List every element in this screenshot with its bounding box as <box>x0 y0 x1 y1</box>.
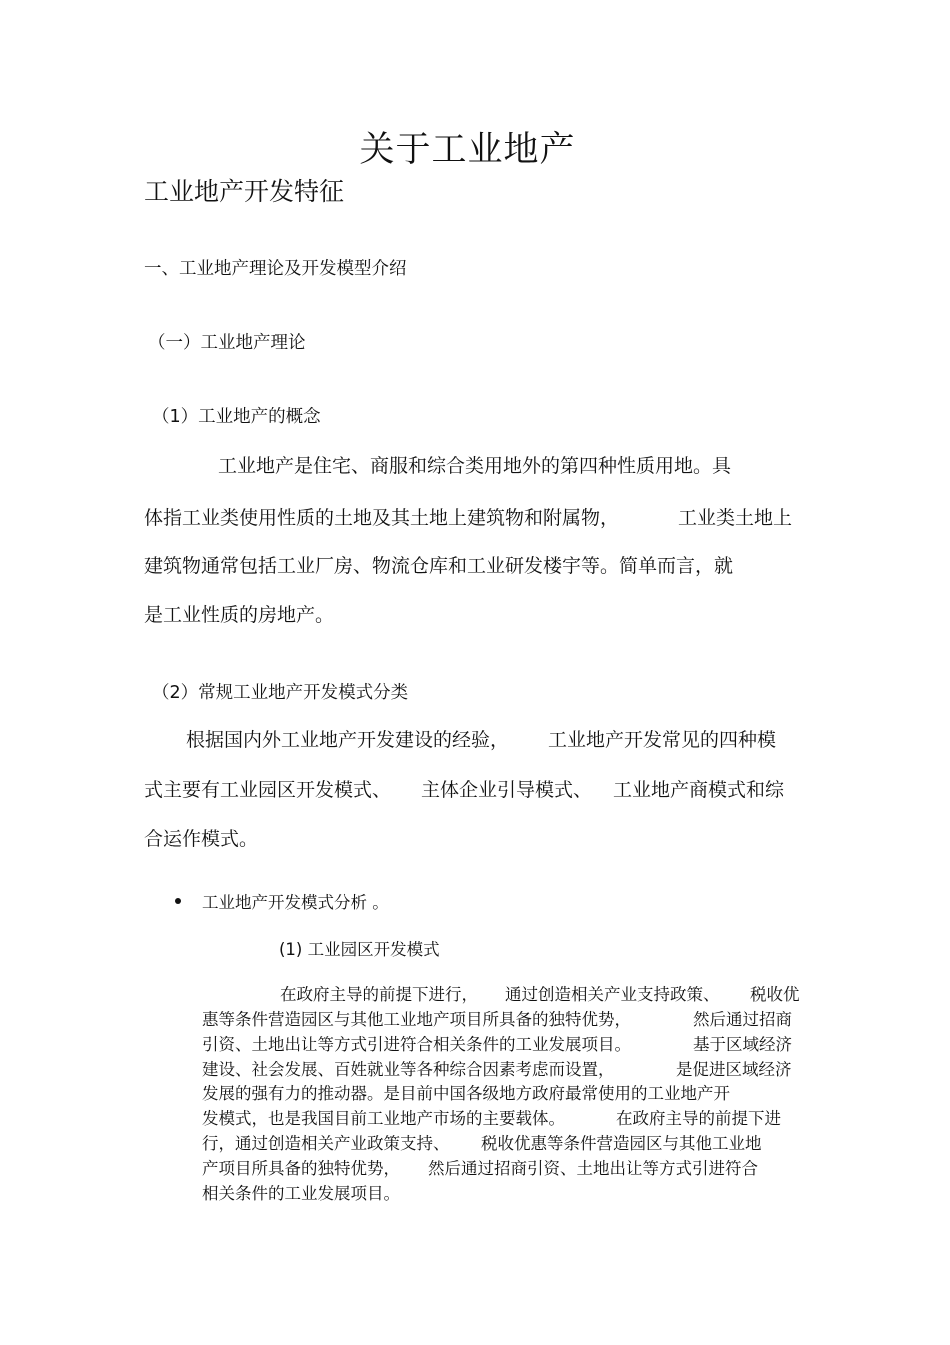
model-paragraph-line: 税收优惠等条件营造园区与其他工业地 <box>481 1134 762 1153</box>
modes-paragraph-line: 式主要有工业园区开发模式、 <box>144 779 392 801</box>
item-heading-modes: （2）常规工业地产开发模式分类 <box>152 683 409 703</box>
model-paragraph-line: 税收优 <box>750 985 800 1004</box>
model-paragraph-line: 是促进区域经济 <box>676 1060 792 1079</box>
concept-paragraph-line: 体指工业类使用性质的土地及其土地上建筑物和附属物， <box>144 507 620 529</box>
section-heading: 一、工业地产理论及开发模型介绍 <box>144 259 407 279</box>
modes-paragraph-line: 根据国内外工业地产开发建设的经验， <box>186 729 510 751</box>
model-paragraph-line: 通过创造相关产业支持政策、 <box>505 985 720 1004</box>
model-paragraph-line: 在政府主导的前提下进 <box>616 1109 781 1128</box>
model-paragraph-line: 发展的强有力的推动器。是目前中国各级地方政府最常使用的工业地产开 <box>202 1084 730 1103</box>
concept-paragraph-line: 工业地产是住宅、商服和综合类用地外的第四种性质用地。具 <box>218 455 732 477</box>
page-title: 关于工业地产 <box>359 130 576 170</box>
modes-paragraph-line: 合运作模式。 <box>144 828 259 850</box>
subsection-heading: （一）工业地产理论 <box>148 333 306 353</box>
model-paragraph-line: 发模式，也是我国目前工业地产市场的主要载体。 <box>202 1109 565 1128</box>
model-paragraph-line: 行，通过创造相关产业政策支持、 <box>202 1134 450 1153</box>
bullet-item: 工业地产开发模式分析 。 <box>202 893 389 912</box>
modes-paragraph-line: 工业地产开发常见的四种模 <box>548 729 777 751</box>
model-paragraph-line: 引资、土地出让等方式引进符合相关条件的工业发展项目。 <box>202 1035 631 1054</box>
model-paragraph-line: 惠等条件营造园区与其他工业地产项目所具备的独特优势， <box>202 1010 631 1029</box>
model-paragraph-line: 基于区域经济 <box>693 1035 792 1054</box>
concept-paragraph-line: 工业类土地上 <box>678 507 793 529</box>
model-paragraph-line: 相关条件的工业发展项目。 <box>202 1184 400 1203</box>
model-paragraph-line: 建设、社会发展、百姓就业等各种综合因素考虑而设置， <box>202 1060 615 1079</box>
model-paragraph-line: 产项目所具备的独特优势， <box>202 1159 400 1178</box>
model-paragraph-line: 然后通过招商 <box>693 1010 792 1029</box>
document-subtitle: 工业地产开发特征 <box>144 177 345 206</box>
concept-paragraph-line: 建筑物通常包括工业厂房、物流仓库和工业研发楼宇等。简单而言，就 <box>144 555 734 577</box>
concept-paragraph-line: 是工业性质的房地产。 <box>144 604 335 626</box>
item-heading-concept: （1）工业地产的概念 <box>152 407 321 427</box>
bullet-dot-icon <box>175 898 181 904</box>
model-paragraph-line: 然后通过招商引资、土地出让等方式引进符合 <box>428 1159 758 1178</box>
model-paragraph-line: 在政府主导的前提下进行， <box>280 985 478 1004</box>
modes-paragraph-line: 主体企业引导模式、 <box>421 779 593 801</box>
model-heading: (1) 工业园区开发模式 <box>279 940 440 959</box>
modes-paragraph-line: 工业地产商模式和综 <box>613 779 785 801</box>
